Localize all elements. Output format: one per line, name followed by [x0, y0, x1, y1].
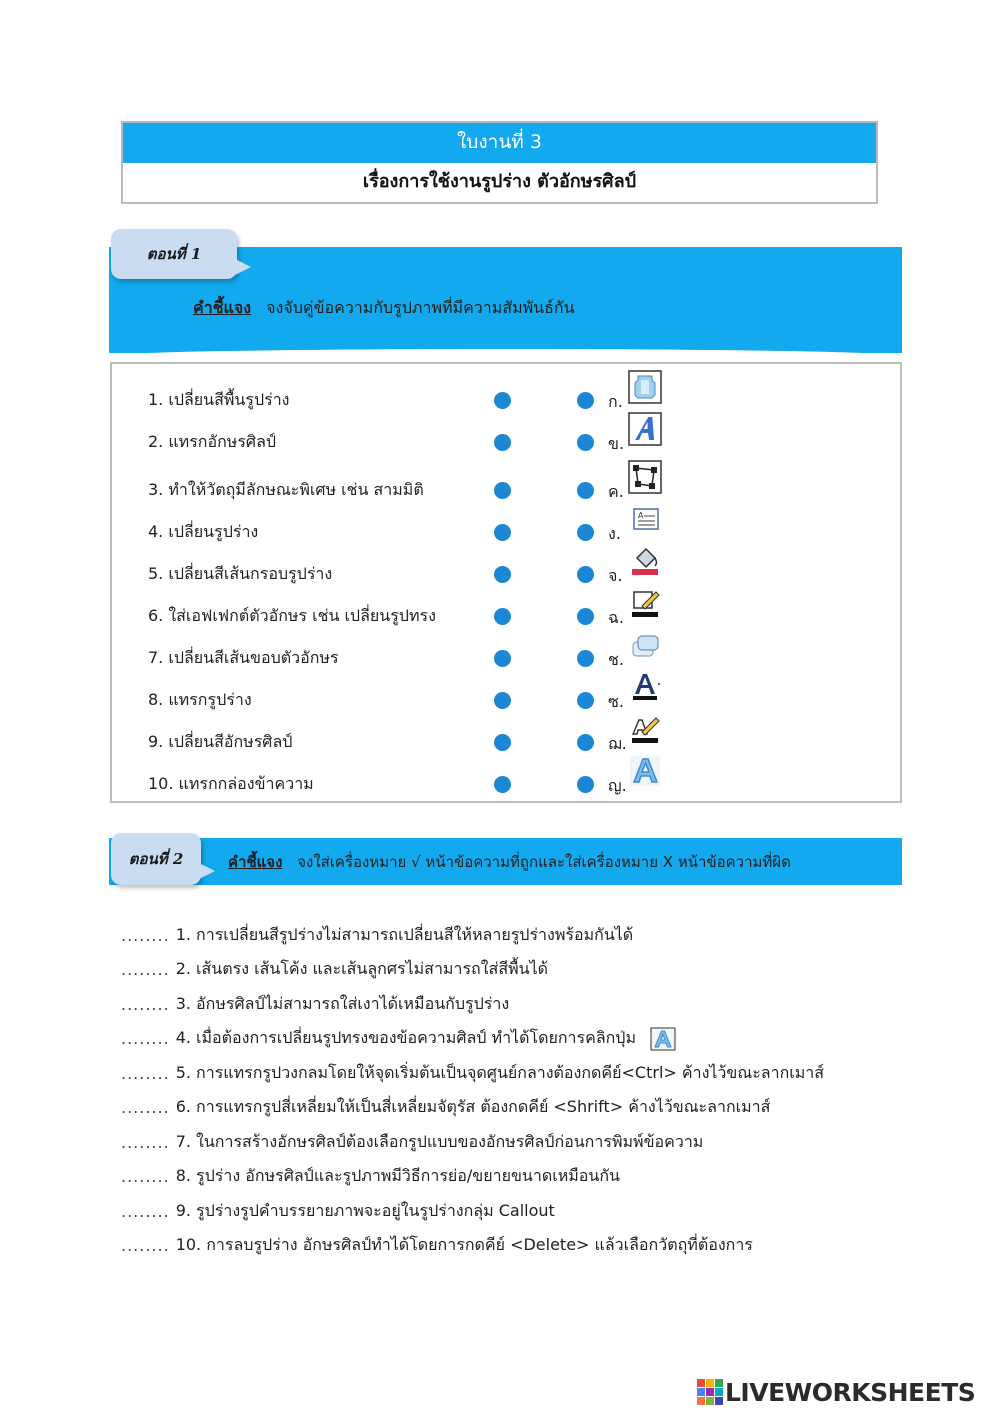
match-left-dot[interactable]	[494, 524, 511, 541]
answer-blank[interactable]: ........	[121, 1201, 170, 1221]
match-choice-label: จ.	[608, 566, 623, 585]
match-choice-label: ฌ.	[608, 734, 627, 753]
match-left-dot[interactable]	[494, 482, 511, 499]
statement-row	[121, 953, 881, 988]
liveworksheets-logo-icon	[697, 1379, 723, 1405]
match-item-text: 2. แทรกอักษรศิลป์	[148, 432, 277, 451]
match-item-text: 7. เปลี่ยนสีเส้นขอบตัวอักษร	[148, 648, 339, 667]
answer-blank[interactable]: ........	[121, 994, 170, 1014]
answer-blank[interactable]: ........	[121, 960, 170, 980]
statement-text: 2. เส้นตรง เส้นโค้ง และเส้นลูกศรไม่สามารถใส่สีพื้นได้	[175, 959, 549, 979]
part2-instruction	[228, 850, 791, 874]
statement-text: 5. การแทรกรูปวงกลมโดยให้จุดเริ่มต้นเป็นจุดศูนย์กลางต้องกดคีย์<Ctrl> ค้างไว้ขณะลากเมาส์	[175, 1062, 825, 1082]
part1-instruction	[193, 296, 575, 321]
statement-row	[121, 1229, 881, 1264]
text-outline-icon	[628, 712, 662, 746]
match-row	[112, 384, 900, 414]
wordart-text-effects-icon	[650, 1027, 676, 1051]
matching-box	[110, 362, 902, 803]
svg-text:A: A	[638, 511, 644, 520]
answer-blank[interactable]: ........	[121, 1167, 170, 1187]
match-left-dot[interactable]	[494, 734, 511, 751]
match-row	[112, 558, 900, 588]
match-right-dot[interactable]	[577, 776, 594, 793]
match-item-text: 8. แทรกรูปร่าง	[148, 690, 252, 709]
shapes-gallery-icon	[628, 628, 662, 662]
statement-text: 7. ในการสร้างอักษรศิลป์ต้องเลือกรูปแบบของอักษรศิลป์ก่อนการพิมพ์ข้อความ	[175, 1131, 704, 1151]
shape-outline-pen-icon	[628, 586, 662, 620]
match-right-dot[interactable]	[577, 434, 594, 451]
part1-instruction-label: คำชี้แจง	[193, 298, 252, 317]
answer-blank[interactable]: ........	[121, 1098, 170, 1118]
match-item-text: 3. ทำให้วัตถุมีลักษณะพิเศษ เช่น สามมิติ	[148, 480, 424, 499]
match-choice-label: ข.	[608, 434, 625, 453]
true-false-list	[121, 918, 881, 1263]
match-row	[112, 511, 900, 546]
match-item-text: 1. เปลี่ยนสีพื้นรูปร่าง	[148, 390, 290, 409]
part2-instruction-text: จงใส่เครื่องหมาย √ หน้าข้อความที่ถูกและใส่เครื่องหมาย X หน้าข้อความที่ผิด	[297, 853, 791, 871]
match-choice-label: ค.	[608, 482, 624, 501]
part2-instruction-label: คำชี้แจง	[228, 853, 283, 871]
match-row	[112, 426, 900, 456]
fill-bucket-icon	[628, 544, 662, 578]
statement-text: 1. การเปลี่ยนสีรูปร่างไม่สามารถเปลี่ยนสีให้หลายรูปร่างพร้อมกันได้	[175, 924, 634, 944]
edit-shape-points-icon	[628, 460, 662, 494]
statement-row	[121, 987, 881, 1022]
match-choice-label: ฉ.	[608, 608, 624, 627]
answer-blank[interactable]: ........	[121, 1132, 170, 1152]
statement-text: 4. เมื่อต้องการเปลี่ยนรูปทรงของข้อความศิลป์ ทำได้โดยการคลิกปุ่ม	[175, 1028, 637, 1048]
text-fill-icon	[628, 670, 662, 704]
part2-tab: ตอนที่ 2	[111, 833, 201, 885]
match-right-dot[interactable]	[577, 692, 594, 709]
match-item-text: 6. ใส่เอฟเฟกต์ตัวอักษร เช่น เปลี่ยนรูปทรง	[148, 606, 436, 625]
match-row	[112, 726, 900, 756]
match-choice-label: ญ.	[608, 776, 627, 795]
match-row	[112, 600, 900, 630]
match-item-text: 9. เปลี่ยนสีอักษรศิลป์	[148, 732, 293, 751]
worksheet-title: ใบงานที่ 3	[123, 123, 876, 163]
match-choice-label: ง.	[608, 524, 621, 543]
match-right-dot[interactable]	[577, 482, 594, 499]
answer-blank[interactable]: ........	[121, 1029, 170, 1049]
liveworksheets-brand[interactable]	[697, 1377, 975, 1407]
wordart-text-effects-icon	[628, 754, 662, 788]
part1-instruction-text: จงจับคู่ข้อความกับรูปภาพที่มีความสัมพันธ์กัน	[266, 298, 575, 317]
match-right-dot[interactable]	[577, 650, 594, 667]
wordart-style-icon	[628, 412, 662, 446]
worksheet-subject: เรื่องการใช้งานรูปร่าง ตัวอักษรศิลป์	[362, 171, 637, 192]
match-item-text: 5. เปลี่ยนสีเส้นกรอบรูปร่าง	[148, 564, 333, 583]
match-item-text: 10. แทรกกล่องข้าความ	[148, 774, 314, 793]
match-choice-label: ก.	[608, 392, 623, 411]
match-right-dot[interactable]	[577, 566, 594, 583]
match-item-text: 4. เปลี่ยนรูปร่าง	[148, 522, 259, 541]
statement-text: 3. อักษรศิลป์ไม่สามารถใส่เงาได้เหมือนกับรูปร่าง	[175, 993, 510, 1013]
match-right-dot[interactable]	[577, 524, 594, 541]
statement-row	[121, 1125, 881, 1160]
answer-blank[interactable]: ........	[121, 925, 170, 945]
statement-row	[121, 1056, 881, 1091]
match-row	[112, 642, 900, 672]
match-left-dot[interactable]	[494, 566, 511, 583]
match-left-dot[interactable]	[494, 650, 511, 667]
shape-effects-icon	[628, 370, 662, 404]
match-left-dot[interactable]	[494, 692, 511, 709]
answer-blank[interactable]: ........	[121, 1236, 170, 1256]
match-right-dot[interactable]	[577, 392, 594, 409]
match-left-dot[interactable]	[494, 608, 511, 625]
statement-text: 8. รูปร่าง อักษรศิลป์และรูปภาพมีวิธีการย่อ/ขยายขนาดเหมือนกัน	[175, 1166, 620, 1186]
statement-text: 10. การลบรูปร่าง อักษรศิลป์ทำได้โดยการกดคีย์ <Delete> แล้วเลือกวัตถุที่ต้องการ	[175, 1235, 753, 1255]
statement-row	[121, 1160, 881, 1195]
match-right-dot[interactable]	[577, 608, 594, 625]
match-right-dot[interactable]	[577, 734, 594, 751]
part1-tab: ตอนที่ 1	[111, 229, 237, 279]
match-left-dot[interactable]	[494, 392, 511, 409]
brand-name: LIVEWORKSHEETS	[725, 1377, 976, 1407]
statement-row	[121, 1022, 881, 1057]
statement-row	[121, 1194, 881, 1229]
statement-text: 6. การแทรกรูปสี่เหลี่ยมให้เป็นสี่เหลี่ยมจัตุรัส ต้องกดคีย์ <Shrift> ค้างไว้ขณะลากเมาส์	[175, 1097, 771, 1117]
match-row	[112, 768, 900, 798]
statement-row	[121, 918, 881, 953]
match-left-dot[interactable]	[494, 776, 511, 793]
match-choice-label: ซ.	[608, 692, 624, 711]
statement-text: 9. รูปร่างรูปคำบรรยายภาพจะอยู่ในรูปร่างกลุ่ม Callout	[175, 1200, 555, 1220]
text-box-icon	[628, 502, 662, 536]
match-choice-label: ช.	[608, 650, 624, 669]
title-box	[121, 121, 878, 204]
answer-blank[interactable]: ........	[121, 1063, 170, 1083]
match-left-dot[interactable]	[494, 434, 511, 451]
match-row	[112, 474, 900, 504]
match-row	[112, 684, 900, 714]
statement-row	[121, 1091, 881, 1126]
